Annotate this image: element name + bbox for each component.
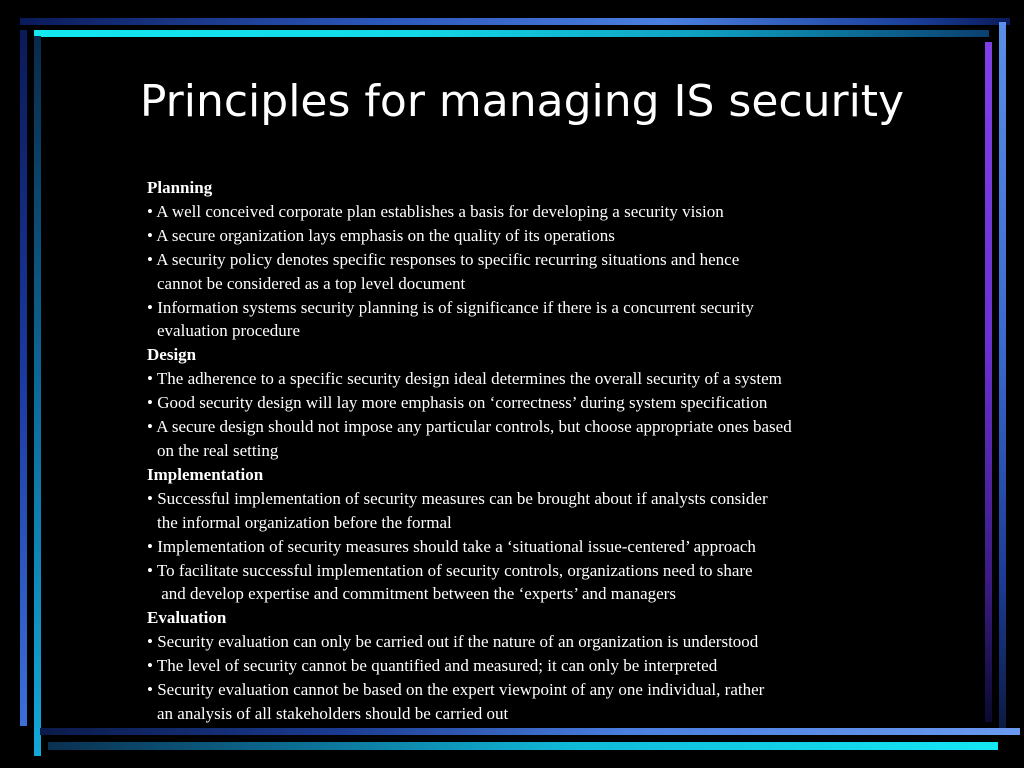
bullet-text: • Good security design will lay more emphasis on ‘correctness’ during system specification: [147, 393, 768, 413]
bullet-item: [147, 678, 927, 726]
bullet-text: • To facilitate successful implementation of security controls, organizations need to share: [147, 560, 753, 580]
bullet-item: [147, 391, 927, 415]
bullet-continuation: cannot be considered as a top level document: [157, 273, 466, 293]
bullet-text: • A security policy denotes specific responses to specific recurring situations and hence: [147, 249, 740, 269]
bullet-text: • The adherence to a specific security design ideal determines the overall security of a system: [147, 369, 782, 389]
frame-bar-left-outer: [20, 30, 27, 726]
bullet-item: [147, 415, 927, 463]
bullet-continuation: on the real setting: [157, 440, 279, 460]
section-heading-planning: Planning: [147, 178, 213, 197]
bullet-item: [147, 487, 927, 535]
bullet-text: • A secure design should not impose any particular controls, but choose appropriate ones based: [147, 417, 792, 437]
bullet-continuation: and develop expertise and commitment between the ‘experts’ and managers: [157, 584, 676, 604]
bullet-text: • Security evaluation cannot be based on the expert viewpoint of any one individual, rather: [147, 680, 765, 700]
section-heading-evaluation: Evaluation: [147, 608, 227, 628]
bullet-continuation: an analysis of all stakeholders should be carried out: [157, 703, 509, 723]
bullet-item: [147, 224, 927, 248]
section-heading-design: Design: [147, 345, 197, 365]
section-heading-implementation: Implementation: [147, 464, 264, 484]
frame-bar-top-outer: [20, 18, 1010, 25]
slide-title: Principles for managing IS security: [139, 76, 905, 127]
frame-bar-left-inner: [34, 36, 41, 756]
bullet-text: • Security evaluation can only be carried out if the nature of an organization is understood: [147, 632, 759, 652]
bullet-item: [147, 630, 927, 654]
frame-bar-bottom-outer: [48, 742, 998, 750]
bullet-text: • Information systems security planning is of significance if there is a concurrent security: [147, 297, 754, 317]
bullet-item: [147, 248, 927, 296]
frame-bar-top-inner: [34, 30, 989, 37]
bullet-text: • Successful implementation of security measures can be brought about if analysts consider: [147, 488, 768, 508]
bullet-item: [147, 296, 927, 344]
bullet-continuation: evaluation procedure: [157, 321, 301, 341]
bullet-text: • The level of security cannot be quantified and measured; it can only be interpreted: [147, 656, 718, 676]
bullet-item: [147, 535, 927, 559]
frame-bar-bottom-inner: [40, 728, 1020, 735]
bullet-continuation: the informal organization before the formal: [157, 512, 452, 532]
slide-body: [147, 176, 927, 726]
bullet-item: [147, 654, 927, 678]
bullet-text: • A well conceived corporate plan establishes a basis for developing a security vision: [147, 201, 724, 221]
frame-bar-right-inner: [985, 42, 992, 722]
bullet-text: • Implementation of security measures should take a ‘situational issue-centered’ approach: [147, 536, 756, 556]
bullet-item: [147, 367, 927, 391]
bullet-item: [147, 200, 927, 224]
bullet-item: [147, 559, 927, 607]
bullet-text: • A secure organization lays emphasis on the quality of its operations: [147, 225, 615, 245]
